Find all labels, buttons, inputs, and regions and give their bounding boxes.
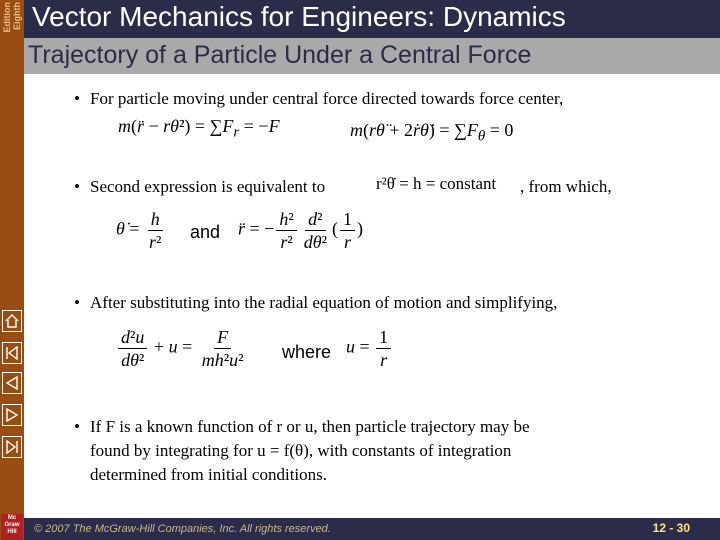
edition-line1: Eighth [12,2,22,30]
copyright-text: © 2007 The McGraw-Hill Companies, Inc. All rights reserved. [34,523,331,535]
radial-equation: m(r̈ − rθ̇²) = $\sum F_r = -F$ [118,116,280,141]
bullet-text: After substituting into the radial equation of motion and simplifying, [90,293,558,312]
footer-bar [24,518,720,540]
title-bar [24,0,720,38]
left-sidebar [0,0,24,540]
slide-subtitle: Trajectory of a Particle Under a Central Force [28,41,532,69]
bullet-text: found by integrating for u = f(θ), with constants of integration [90,441,512,460]
logo-line: Mc [7,515,17,521]
bullet-tail-text: , from which, [520,177,612,196]
first-icon [4,345,20,361]
r-ddot-equation: r̈ = − $\frac{\text{h²}}{\text{r²}}$ $\frac{\text{d²}}{\text{dθ²}}$ ( $\frac{1}{r}$ ) [238,209,363,252]
mcgraw-hill-logo [1,514,23,540]
and-word: and [190,222,221,242]
previous-slide-button[interactable] [2,372,22,394]
logo-line: Graw [4,522,20,528]
next-icon [4,407,20,423]
page-number: 12 - 30 [652,521,690,535]
bullet-text: For particle moving under central force directed towards force center, [90,89,564,108]
home-icon [4,313,20,329]
binet-equation: $\frac{\text{d²u}}{\text{dθ²}}$ + u = $\frac{F}{\text{mh²u²}}$ [116,326,249,371]
where-word: where [282,342,332,362]
logo-line: Hill [7,529,17,535]
theta-dot-equation: θ̇ = $\frac{h}{\text{r²}}$ [116,209,162,252]
home-button[interactable] [2,310,22,332]
last-icon [4,439,20,455]
prev-icon [4,375,20,391]
last-slide-button[interactable] [2,436,22,458]
constant-expression: r²θ̇ = h = constant [376,174,497,193]
bullet-text: determined from initial conditions. [90,465,328,484]
edition-label [0,0,24,44]
first-slide-button[interactable] [2,342,22,364]
bullet-tail [520,176,612,198]
bullet-text: If F is a known function of r or u, then particle trajectory may be [90,417,530,436]
edition-line2: Edition [2,2,12,33]
page-title: Vector Mechanics for Engineers: Dynamics [32,1,566,32]
u-definition: u = $\frac{1}{r}$ [346,326,393,371]
bullet-text: Second expression is equivalent to [90,177,326,196]
subtitle-bar [24,38,720,74]
next-slide-button[interactable] [2,404,22,426]
angular-momentum-equation [376,174,496,194]
transverse-equation: m(rθ̈ + 2ṙθ̇) = $\sum F_\theta = 0$ [350,120,514,145]
